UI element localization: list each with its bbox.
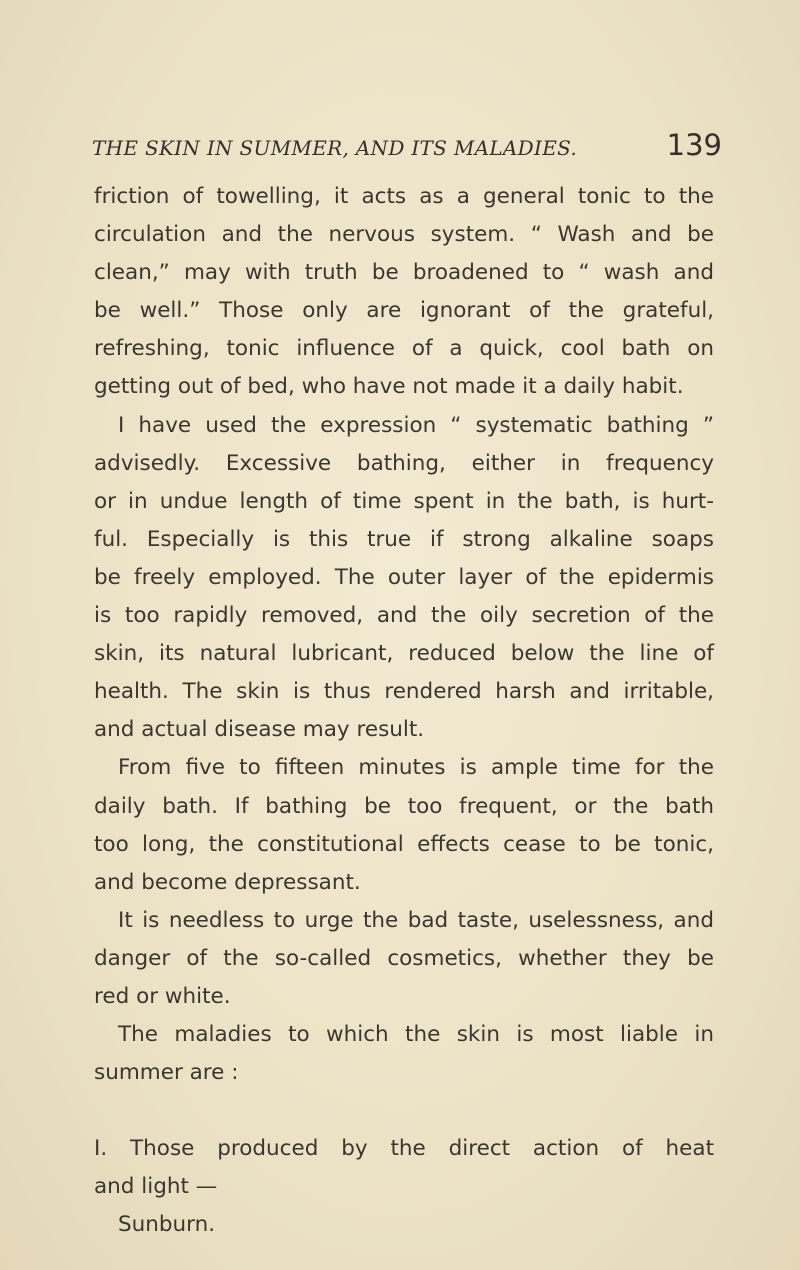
text-line: be well.” Those only are ignorant of the grateful,: [94, 298, 714, 324]
text-line: be freely employed. The outer layer of the epidermis: [94, 564, 714, 590]
text-line: clean,” may with truth be broadened to “ wash and: [94, 260, 714, 286]
text-line: skin, its natural lubricant, reduced below the line of: [94, 641, 714, 667]
text-line: summer are :: [94, 1060, 239, 1086]
paragraph-gap: [94, 1092, 714, 1130]
text-line: advisedly. Excessive bathing, either in frequency: [94, 450, 714, 476]
text-line: getting out of bed, who have not made it a daily habit.: [94, 374, 684, 400]
list-item-heading: I. Those produced by the direct action of heat: [94, 1136, 714, 1162]
text-line: and light —: [94, 1174, 218, 1200]
text-line: I have used the expression “ systematic bathing ”: [118, 412, 714, 438]
text-line: and actual disease may result.: [94, 717, 425, 743]
text-line: From five to fifteen minutes is ample time for the: [118, 755, 714, 781]
text-line: The maladies to which the skin is most liable in: [118, 1022, 714, 1048]
running-head: [92, 128, 722, 172]
text-line: red or white.: [94, 983, 231, 1009]
text-line: too long, the constitutional effects cease to be tonic,: [94, 831, 714, 857]
text-line: or in undue length of time spent in the bath, is hurt-: [94, 488, 714, 514]
text-line: ful. Especially is this true if strong alkaline soaps: [94, 526, 714, 552]
running-title: THE SKIN IN SUMMER, AND ITS MALADIES.: [92, 136, 578, 160]
text-line: health. The skin is thus rendered harsh and irritable,: [94, 679, 714, 705]
text-line: is too rapidly removed, and the oily secretion of the: [94, 603, 714, 629]
body-text: [94, 178, 714, 1245]
page-number: 139: [666, 128, 722, 162]
text-line: circulation and the nervous system. “ Wash and be: [94, 222, 714, 248]
text-line: danger of the so-called cosmetics, whether they be: [94, 945, 714, 971]
text-line: It is needless to urge the bad taste, uselessness, and: [118, 907, 714, 933]
text-line: daily bath. If bathing be too frequent, or the bath: [94, 793, 714, 819]
text-line: refreshing, tonic influence of a quick, cool bath on: [94, 336, 714, 362]
text-line: friction of towelling, it acts as a general tonic to the: [94, 184, 714, 209]
text-line: Sunburn.: [118, 1212, 216, 1238]
text-line: and become depressant.: [94, 869, 361, 895]
